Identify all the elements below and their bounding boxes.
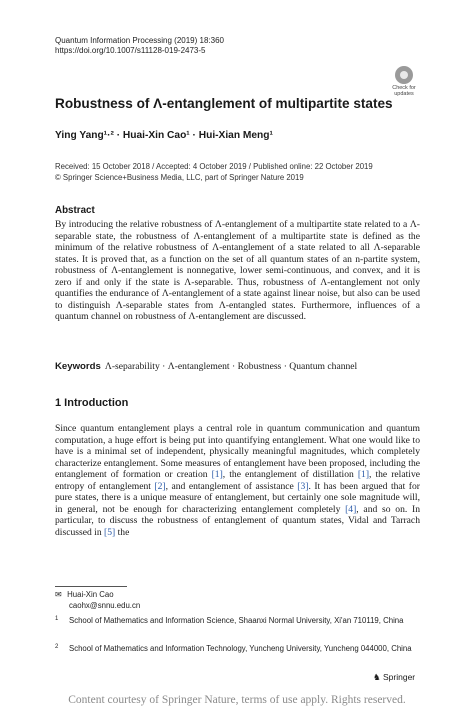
journal-header: [55, 36, 224, 56]
citation-link[interactable]: [4]: [345, 503, 357, 515]
citation-link[interactable]: [3]: [297, 480, 309, 492]
author-list: Ying Yang¹·² · Huai-Xin Cao¹ · Hui-Xian Meng¹: [55, 130, 273, 141]
citation-link[interactable]: [1]: [357, 469, 370, 481]
abstract-heading: Abstract: [55, 205, 95, 216]
affiliation-text: School of Mathematics and Information Science, Shaanxi Normal University, Xi'an 710119, China: [69, 616, 404, 625]
affiliation-text: School of Mathematics and Information Technology, Yuncheng University, Yuncheng 044000, China: [69, 644, 412, 653]
correspondence-block: [55, 590, 140, 611]
article-title: Robustness of Λ-entanglement of multipartite states: [55, 96, 393, 111]
corresponding-email[interactable]: caohx@snnu.edu.cn: [69, 600, 141, 610]
copyright-line: © Springer Science+Business Media, LLC, part of Springer Nature 2019: [55, 172, 304, 182]
affiliation-number: 1: [55, 616, 59, 622]
springer-horse-icon: ♞: [373, 672, 381, 682]
intro-text-segment: , and entanglement of assistance: [165, 480, 298, 492]
journal-citation: Quantum Information Processing (2019) 18:360: [55, 36, 224, 45]
publisher-name: Springer: [383, 672, 416, 682]
intro-text-segment: . It has been argued that for pure states, there is a unique measure of entanglement, but certainly one sole magnitude will, in general, not be enough for characterizing entanglement completely: [55, 480, 420, 515]
publication-dates: [55, 162, 373, 183]
intro-text-segment: the: [115, 526, 130, 538]
keywords-label: Keywords: [55, 361, 101, 372]
keywords-text: Λ-separability · Λ-entanglement · Robustness · Quantum channel: [104, 361, 358, 372]
courtesy-notice: Content courtesy of Springer Nature, terms of use apply. Rights reserved.: [68, 694, 406, 706]
citation-link[interactable]: [1]: [211, 469, 223, 481]
citation-link[interactable]: [5]: [104, 526, 116, 538]
check-for-updates-badge[interactable]: [388, 66, 420, 102]
journal-doi[interactable]: https://doi.org/10.1007/s11128-019-2473-5: [55, 46, 206, 55]
intro-text-segment: , the relative entropy of entanglement: [55, 469, 420, 492]
section-heading-introduction: 1 Introduction: [55, 397, 129, 409]
footnote-divider: [55, 586, 127, 587]
check-updates-icon: [395, 66, 413, 84]
affiliation-1: [55, 616, 425, 627]
intro-text-segment: , and so on. In particular, to discuss the robustness of entanglement of quantum states, Vidal and Tarrach discussed in: [55, 503, 421, 538]
keywords-line: [55, 361, 357, 372]
corresponding-author: Huai-Xin Cao: [67, 590, 114, 599]
envelope-icon: ✉: [55, 590, 62, 599]
received-dates: Received: 15 October 2018 / Accepted: 4 October 2019 / Published online: 22 October 2019: [55, 162, 373, 171]
affiliation-2: [55, 644, 425, 655]
affiliation-number: 2: [55, 644, 59, 650]
introduction-text: [55, 423, 420, 538]
citation-link[interactable]: [2]: [154, 480, 166, 492]
check-updates-label: Check for updates: [392, 85, 416, 97]
springer-logo: [373, 672, 415, 683]
intro-text-segment: Since quantum entanglement plays a central role in quantum communication and quantum computation, a huge effort is being put into quantifying entanglement. What one would like to have is a minimal set of independent, physically meaningful magnitudes, which completely characterize entanglement. Some measures of entanglement have been proposed, including the entanglement of formation or creation: [55, 423, 420, 481]
intro-text-segment: , the entanglement of distillation: [222, 469, 358, 481]
abstract-text: By introducing the relative robustness of Λ-entanglement of a multipartite state related to a Λ-separable state, the robustness of Λ-entanglement of a multipartite state is defined as the minimum of the relative robustness of Λ-entanglement of a state related to all Λ-separable states. It is proved that, as a function on the set of all quantum states of an n-partite system, robustness of Λ-entanglement is nonnegative, lower semi-continuous, and convex, and it is zero if and only if the state is Λ-separable. Thus, robustness of Λ-entanglement not only quantifies the endurance of Λ-entanglement of a state against linear noise, but also can be used to distinguish Λ-separable states from Λ-entangled states. Furthermore, influences of a quantum channel on robustness of Λ-entanglement are discussed.: [55, 219, 420, 323]
